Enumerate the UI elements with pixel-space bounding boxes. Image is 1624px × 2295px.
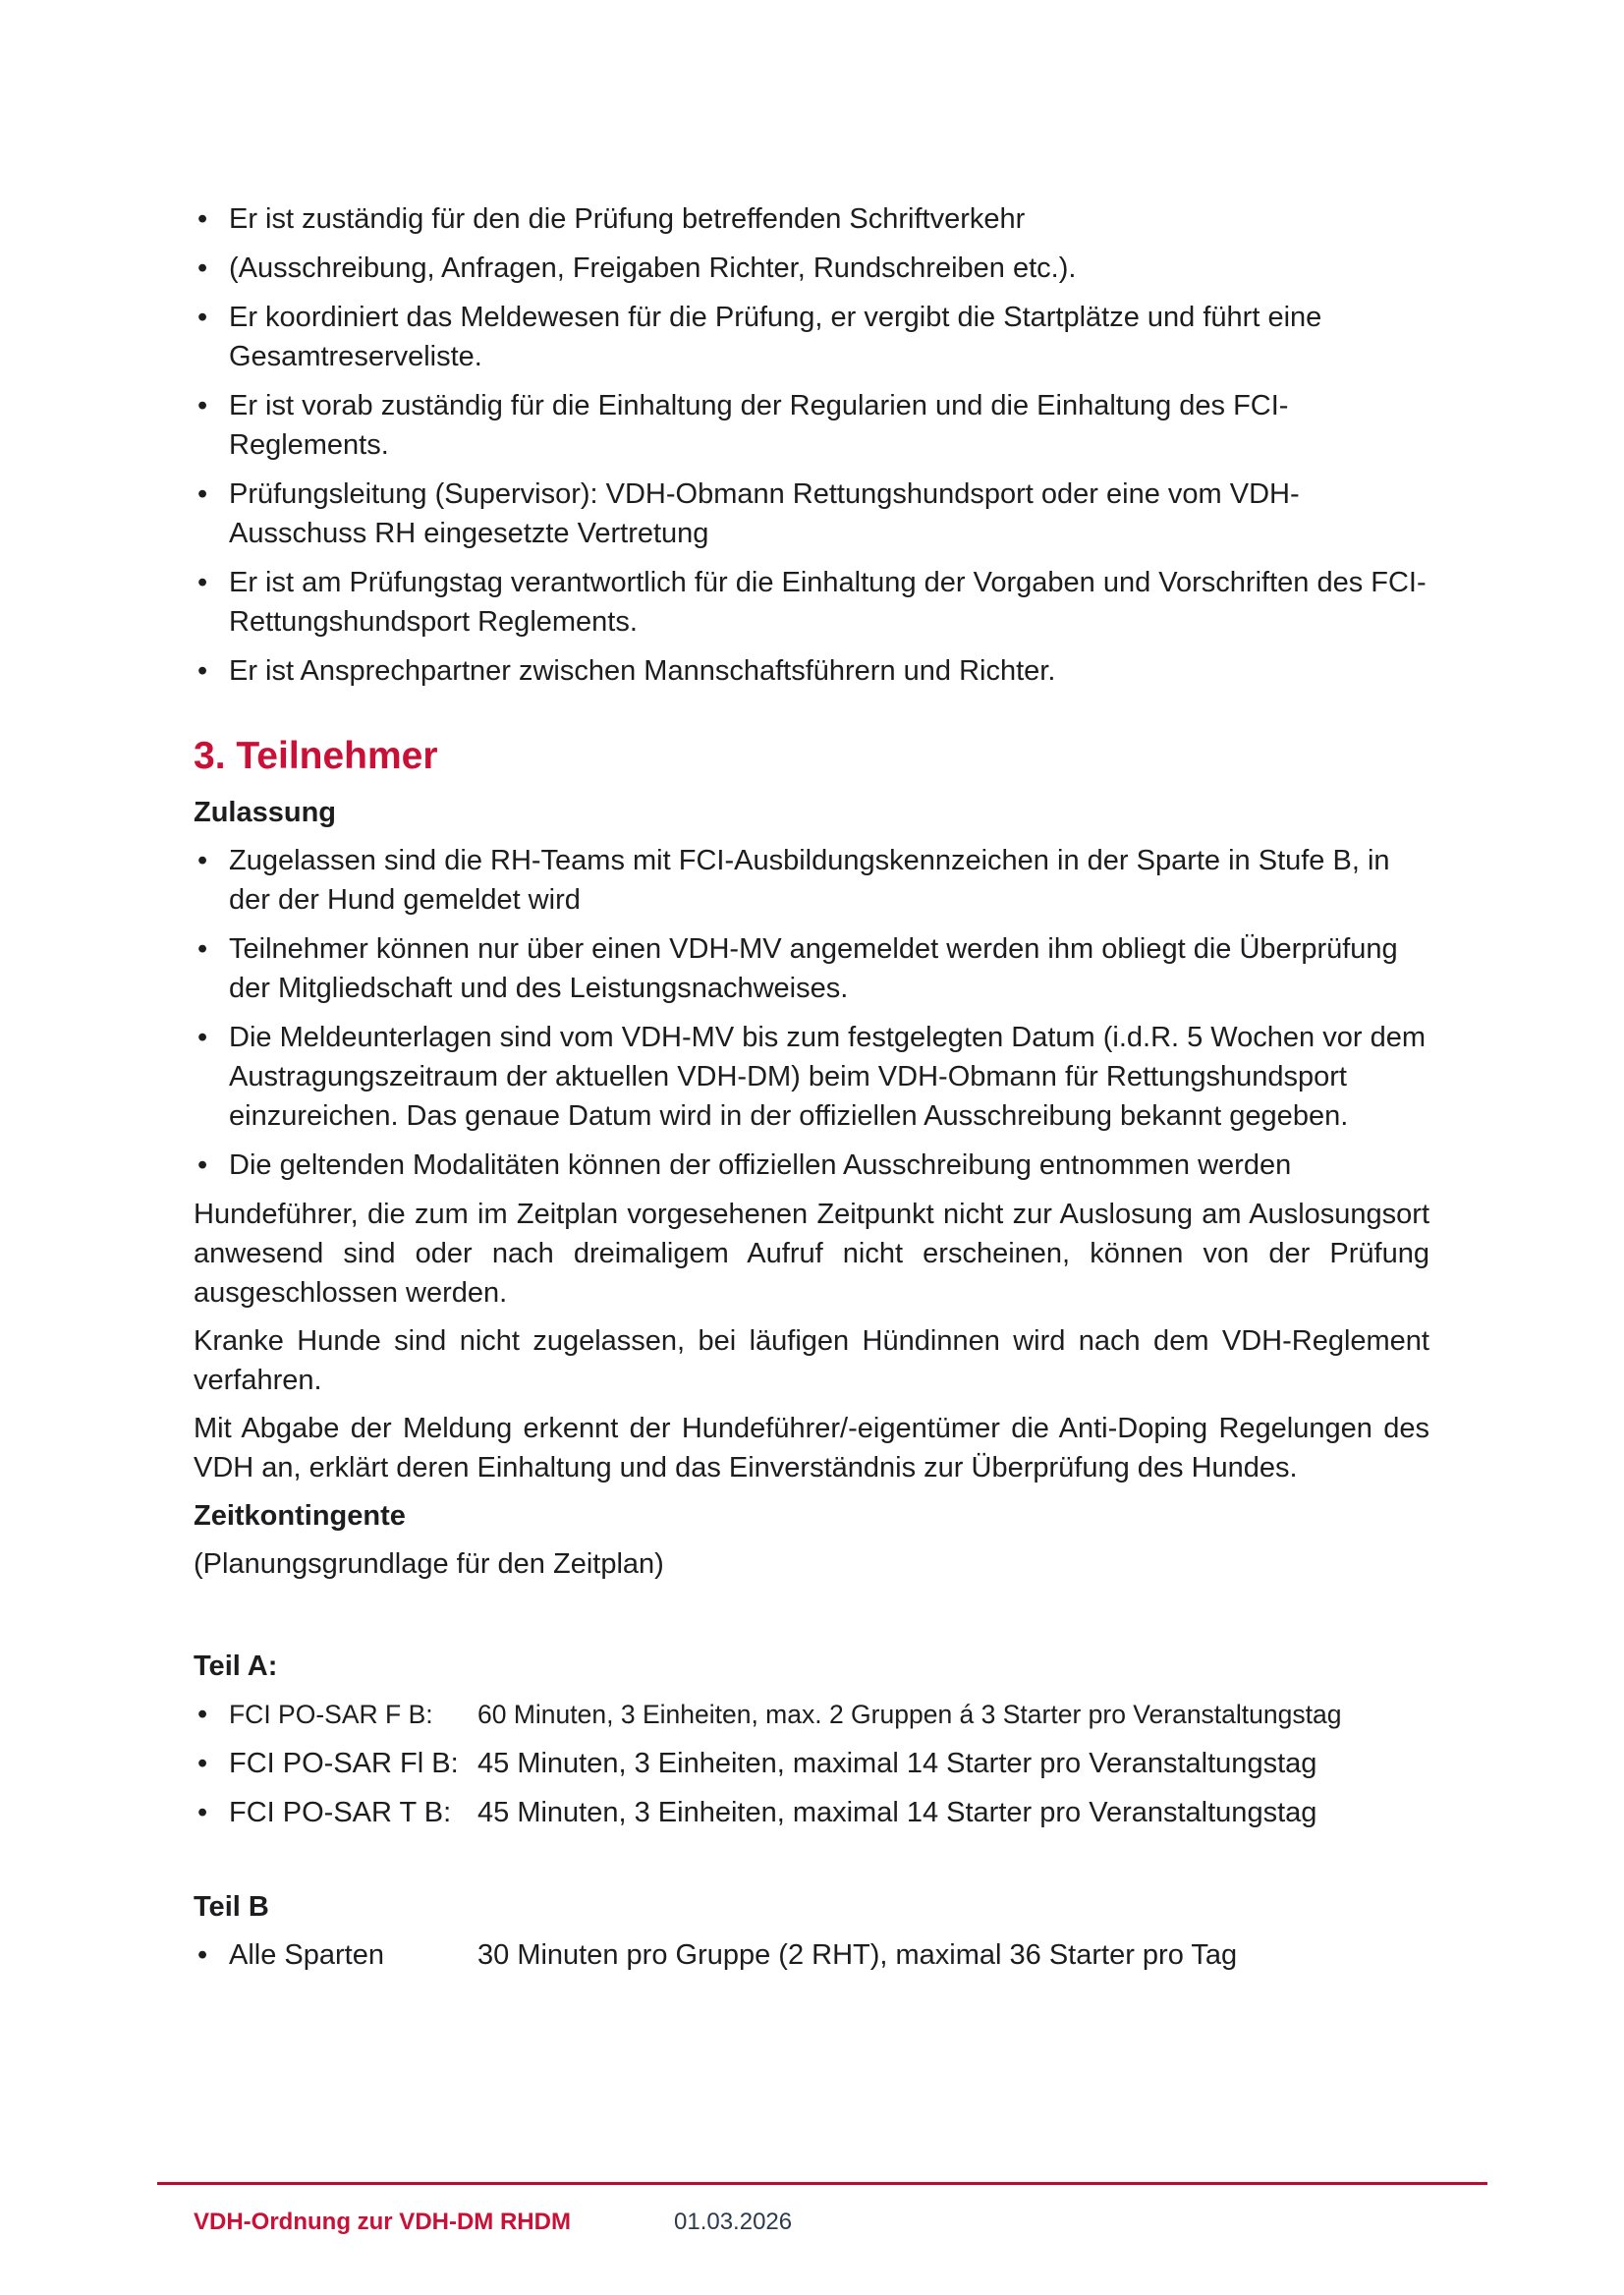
paragraph: Hundeführer, die zum im Zeitplan vorgesehenen Zeitpunkt nicht zur Auslosung am Auslosungsort anwesend sind oder nach dreimaligem Aufruf nicht erscheinen, können von der Prüfung ausgeschlossen werden. <box>194 1199 1429 1309</box>
list-item: • Teilnehmer können nur über einen VDH-MV angemeldet werden ihm obliegt die Überprüfung der Mitgliedschaft und des Leistungsnachweises. <box>194 929 1429 1008</box>
list-item: • Er ist zuständig für den die Prüfung betreffenden Schriftverkehr <box>194 199 1429 239</box>
schedule-row-value: 60 Minuten, 3 Einheiten, max. 2 Gruppen á 3 Starter pro Veranstaltungstag <box>477 1700 1342 1729</box>
subheading-zeitkontingente: Zeitkontingente <box>194 1500 406 1532</box>
subheading-zulassung: Zulassung <box>194 797 337 828</box>
zulassung-bullet-list <box>194 841 1429 1185</box>
teil-b-list <box>194 1935 1429 1975</box>
footer-date: 01.03.2026 <box>674 2209 793 2235</box>
zeitkontingente-subtitle: (Planungsgrundlage für den Zeitplan) <box>194 1548 664 1580</box>
list-item: • Zugelassen sind die RH-Teams mit FCI-Ausbildungskennzeichen in der Sparte in Stufe B, in der der Hund gemeldet wird <box>194 841 1429 920</box>
schedule-row <box>194 1695 1429 1734</box>
footer-rule <box>157 2182 1487 2185</box>
schedule-row-label: FCI PO-SAR F B: <box>229 1700 433 1729</box>
list-item: • Prüfungsleitung (Supervisor): VDH-Obmann Rettungshundsport oder eine vom VDH-Ausschuss RH eingesetzte Vertretung <box>194 475 1429 553</box>
subheading-teil-b: Teil B <box>194 1891 269 1923</box>
schedule-row-value: 45 Minuten, 3 Einheiten, maximal 14 Starter pro Veranstaltungstag <box>477 1748 1317 1779</box>
list-item: • Er koordiniert das Meldewesen für die Prüfung, er vergibt die Startplätze und führt eine Gesamtreserveliste. <box>194 298 1429 376</box>
schedule-row <box>194 1793 1429 1832</box>
schedule-row <box>194 1744 1429 1783</box>
duties-bullet-list <box>194 199 1429 691</box>
paragraph: Kranke Hunde sind nicht zugelassen, bei läufigen Hündinnen wird nach dem VDH-Reglement verfahren. <box>194 1325 1429 1396</box>
list-item: • Er ist vorab zuständig für die Einhaltung der Regularien und die Einhaltung des FCI-Reglements. <box>194 386 1429 465</box>
schedule-row-label: FCI PO-SAR T B: <box>229 1797 452 1828</box>
footer-title: VDH-Ordnung zur VDH-DM RHDM <box>194 2209 571 2235</box>
schedule-row-label: FCI PO-SAR Fl B: <box>229 1748 459 1779</box>
schedule-row-value: 45 Minuten, 3 Einheiten, maximal 14 Starter pro Veranstaltungstag <box>477 1797 1317 1828</box>
schedule-row <box>194 1935 1429 1975</box>
page-content <box>194 199 1429 1985</box>
list-item: • Er ist Ansprechpartner zwischen Mannschaftsführern und Richter. <box>194 651 1429 691</box>
list-item: • Die geltenden Modalitäten können der offiziellen Ausschreibung entnommen werden <box>194 1146 1429 1185</box>
section-heading-teilnehmer: 3. Teilnehmer <box>194 735 438 777</box>
list-item: • Die Meldeunterlagen sind vom VDH-MV bis zum festgelegten Datum (i.d.R. 5 Wochen vor dem Austragungszeitraum der aktuellen VDH-DM) beim VDH-Obmann für Rettungshundsport einzureichen. Das genaue Datum wird in der offiziellen Ausschreibung bekannt gegeben. <box>194 1018 1429 1136</box>
subheading-teil-a: Teil A: <box>194 1651 278 1682</box>
list-item: • (Ausschreibung, Anfragen, Freigaben Richter, Rundschreiben etc.). <box>194 249 1429 288</box>
schedule-row-value: 30 Minuten pro Gruppe (2 RHT), maximal 36 Starter pro Tag <box>477 1939 1238 1971</box>
schedule-row-label: Alle Sparten <box>229 1939 384 1971</box>
list-item: • Er ist am Prüfungstag verantwortlich für die Einhaltung der Vorgaben und Vorschriften des FCI-Rettungshundsport Reglements. <box>194 563 1429 642</box>
teil-a-list <box>194 1695 1429 1832</box>
paragraph: Mit Abgabe der Meldung erkennt der Hundeführer/-eigentümer die Anti-Doping Regelungen des VDH an, erklärt deren Einhaltung und das Einverständnis zur Überprüfung des Hundes. <box>194 1413 1429 1483</box>
